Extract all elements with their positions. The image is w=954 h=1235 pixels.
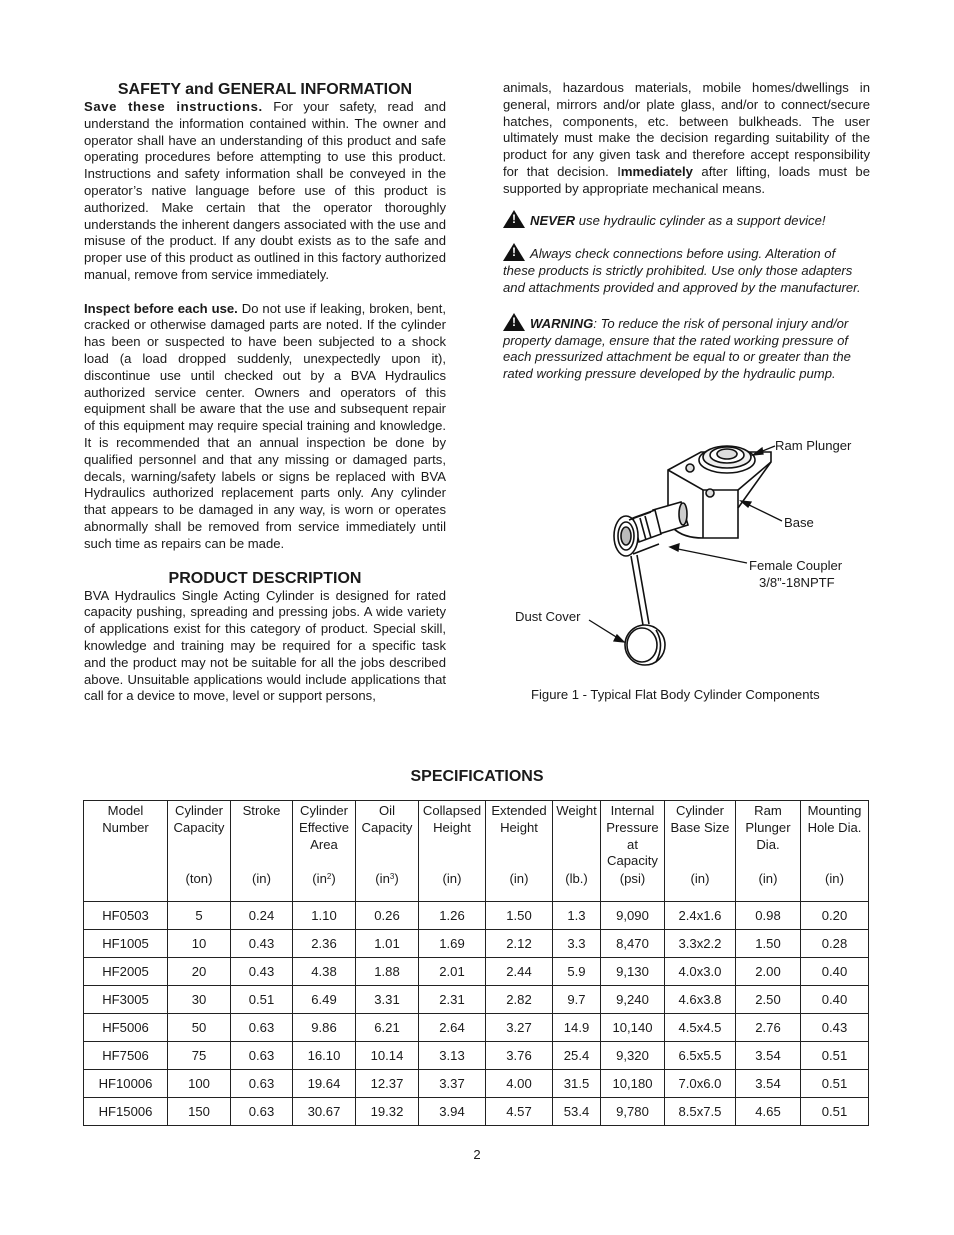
table-cell: 3.27	[486, 1014, 553, 1042]
warning-connections	[503, 243, 870, 296]
table-cell: HF10006	[84, 1070, 168, 1098]
table-cell: 2.31	[419, 986, 486, 1014]
warning-never-text: use hydraulic cylinder as a support device!	[575, 212, 826, 228]
table-cell: 0.24	[231, 902, 293, 930]
table-cell: 9,320	[601, 1042, 665, 1070]
table-cell: 3.37	[419, 1070, 486, 1098]
column-header	[801, 801, 869, 902]
save-instructions-text: For your safety, read and understand the information contained within. The owner and operator shall have an understanding of this product and safe operating procedures before attempting to use this product. Instructions and safety information shall be conveyed in the operator’s native language before use of this product is authorized. Make certain that the operator thoroughly understands the inherent dangers associated with the use and misuse of the product. If any doubt exists as to the safe and proper use of this product as outlined in this factory authorized manual, remove from service immediately.	[84, 99, 446, 282]
left-column	[84, 80, 446, 705]
table-cell: 4.00	[486, 1070, 553, 1098]
table-cell: 3.13	[419, 1042, 486, 1070]
warning-pressure-bold: WARNING	[530, 315, 594, 331]
product-paragraph: BVA Hydraulics Single Acting Cylinder is designed for rated capacity pushing, spreading and pressing jobs. A wide variety of applications exist for this category of product. Special skill, knowledge and training may be required for a specific task and the product may not be suitable for all the jobs described above. Unsuitable applications would include applications that call for a device to move, level or support persons,	[84, 587, 446, 704]
table-cell: 3.76	[486, 1042, 553, 1070]
table-cell: 4.57	[486, 1098, 553, 1126]
table-cell: 16.10	[293, 1042, 356, 1070]
product-paragraph-continued	[503, 80, 870, 198]
table-cell: 0.20	[801, 902, 869, 930]
table-body	[84, 902, 869, 1126]
table-cell: 14.9	[553, 1014, 601, 1042]
table-cell: 0.40	[801, 958, 869, 986]
table-cell: 10,180	[601, 1070, 665, 1098]
right-column	[503, 80, 870, 383]
table-cell: 0.28	[801, 930, 869, 958]
warning-pressure	[503, 313, 870, 383]
table-cell: 5	[168, 902, 231, 930]
table-cell: 0.51	[801, 1070, 869, 1098]
table-cell: 100	[168, 1070, 231, 1098]
table-cell: 0.51	[231, 986, 293, 1014]
table-cell: HF15006	[84, 1098, 168, 1126]
warning-triangle-icon	[503, 243, 525, 261]
column-header	[601, 801, 665, 902]
column-header-unit: $(in^2)$	[312, 871, 336, 886]
inspect-text: Do not use if leaking, broken, bent, cracked or otherwise damaged parts are noted. If the cylinder has been or suspected to have been subjected to a shock load (a load dropped suddenly, unexpectedly upon it), discontinue use until checked out by a BVA Hydraulics authorized service center. Owners and operators of this equipment shall be aware that the use and subsequent repair of this equipment may require special training and knowledge. It is recommended that an annual inspection be done by qualified personnel and that any missing or damaged parts, decals, warning/safety labels or signs be replaced with BVA Hydraulics authorized replacement parts only. Any cylinder that appears to be damaged in any way, is worn or operates abnormally shall be removed from service immediately until such time as repairs can be made.	[84, 300, 446, 551]
warning-connections-text: Always check connections before using. Alteration of these products is strictly prohibited. Use only those adapters and attachments provided and approved by the manufacturer.	[503, 246, 861, 295]
table-cell: 1.69	[419, 930, 486, 958]
column-header-name: Stroke	[242, 803, 281, 818]
table-cell: 0.63	[231, 1042, 293, 1070]
table-cell: 2.44	[486, 958, 553, 986]
column-header-unit: (in)	[509, 871, 529, 886]
inspect-paragraph	[84, 301, 446, 553]
table-cell: 0.63	[231, 1098, 293, 1126]
table-cell: 1.88	[356, 958, 419, 986]
table-cell: 5.9	[553, 958, 601, 986]
table-cell: 2.64	[419, 1014, 486, 1042]
table-cell: 9,240	[601, 986, 665, 1014]
table-row	[84, 1070, 869, 1098]
table-cell: 2.01	[419, 958, 486, 986]
table-cell: 4.5x4.5	[665, 1014, 736, 1042]
table-cell: 75	[168, 1042, 231, 1070]
column-header-unit: (ton)	[185, 871, 213, 886]
table-cell: HF0503	[84, 902, 168, 930]
table-cell: 6.21	[356, 1014, 419, 1042]
column-header-name: Cylinder Effective Area	[299, 803, 349, 852]
column-header	[231, 801, 293, 902]
warning-never-bold: NEVER	[530, 212, 576, 228]
table-cell: 2.76	[736, 1014, 801, 1042]
table-cell: 12.37	[356, 1070, 419, 1098]
column-header-unit: (psi)	[619, 871, 646, 886]
table-cell: 9,130	[601, 958, 665, 986]
column-header	[293, 801, 356, 902]
table-cell: 10	[168, 930, 231, 958]
table-cell: 30	[168, 986, 231, 1014]
table-row	[84, 1098, 869, 1126]
specifications-title: SPECIFICATIONS	[410, 768, 544, 785]
table-cell: 9,780	[601, 1098, 665, 1126]
table-cell: 19.32	[356, 1098, 419, 1126]
warning-triangle-icon	[503, 210, 525, 228]
table-cell: 31.5	[553, 1070, 601, 1098]
table-row	[84, 1014, 869, 1042]
table-cell: 10.14	[356, 1042, 419, 1070]
table-cell: 8,470	[601, 930, 665, 958]
column-header	[419, 801, 486, 902]
table-cell: 1.50	[486, 902, 553, 930]
column-header-unit: (in)	[758, 871, 778, 886]
table-cell: 9.86	[293, 1014, 356, 1042]
continued-bold: mmediately	[620, 163, 693, 179]
column-header-unit: (in)	[825, 871, 844, 886]
column-header-name: Cylinder Base Size	[670, 803, 730, 835]
table-cell: 25.4	[553, 1042, 601, 1070]
specifications-table	[83, 800, 869, 1126]
table-cell: 9.7	[553, 986, 601, 1014]
table-cell: 2.36	[293, 930, 356, 958]
continued-text-a: animals, hazardous materials, mobile homes/dwellings in general, mirrors and/or plate glass, and/or to connect/secure hatches, components, etc. between bulkheads. The user ultimately must make the decision regarding suitability of the product for any given task and therefore accept responsibility for that decision. I	[503, 80, 870, 179]
product-heading: PRODUCT DESCRIPTION	[168, 569, 362, 587]
table-cell: 3.94	[419, 1098, 486, 1126]
table-cell: 0.43	[231, 930, 293, 958]
table-row	[84, 958, 869, 986]
table-cell: 6.49	[293, 986, 356, 1014]
table-cell: 20	[168, 958, 231, 986]
table-cell: 2.12	[486, 930, 553, 958]
table-cell: 0.51	[801, 1042, 869, 1070]
label-female-coupler: Female Coupler	[749, 558, 843, 573]
column-header-name: Oil Capacity	[361, 803, 413, 835]
table-cell: 2.50	[736, 986, 801, 1014]
table-cell: 6.5x5.5	[665, 1042, 736, 1070]
table-cell: 0.51	[801, 1098, 869, 1126]
column-header-unit: (in)	[442, 871, 462, 886]
table-row	[84, 1042, 869, 1070]
table-cell: 0.26	[356, 902, 419, 930]
table-cell: 53.4	[553, 1098, 601, 1126]
column-header-name: Model Number	[102, 803, 149, 835]
table-cell: 2.00	[736, 958, 801, 986]
column-header	[665, 801, 736, 902]
table-cell: 4.0x3.0	[665, 958, 736, 986]
table-cell: 2.82	[486, 986, 553, 1014]
table-cell: 1.26	[419, 902, 486, 930]
table-cell: 4.6x3.8	[665, 986, 736, 1014]
column-header-unit: (in)	[252, 871, 271, 886]
table-cell: 0.43	[801, 1014, 869, 1042]
table-cell: 3.54	[736, 1070, 801, 1098]
table-cell: 50	[168, 1014, 231, 1042]
table-cell: 3.54	[736, 1042, 801, 1070]
table-cell: HF2005	[84, 958, 168, 986]
table-cell: 7.0x6.0	[665, 1070, 736, 1098]
safety-heading: SAFETY and GENERAL INFORMATION	[117, 81, 413, 98]
column-header-name: Extended Height	[491, 803, 547, 835]
table-cell: 2.4x1.6	[665, 902, 736, 930]
table-cell: 1.01	[356, 930, 419, 958]
table-cell: 10,140	[601, 1014, 665, 1042]
label-ram-plunger: Ram Plunger	[775, 438, 852, 453]
figure-caption: Figure 1 - Typical Flat Body Cylinder Components	[531, 687, 820, 702]
table-cell: 1.3	[553, 902, 601, 930]
label-coupler-size: 3/8”-18NPTF	[759, 575, 835, 590]
column-header	[486, 801, 553, 902]
table-cell: 0.63	[231, 1070, 293, 1098]
column-header-name: Internal Pressure at Capacity	[606, 803, 659, 869]
table-cell: 3.3x2.2	[665, 930, 736, 958]
table-row	[84, 986, 869, 1014]
table-cell: 4.38	[293, 958, 356, 986]
column-header-unit: (lb.)	[565, 871, 588, 886]
table-cell: HF3005	[84, 986, 168, 1014]
column-header-unit: (in)	[690, 871, 710, 886]
column-header	[553, 801, 601, 902]
table-cell: 0.43	[231, 958, 293, 986]
column-header	[84, 801, 168, 902]
warning-pressure-text: : To reduce the risk of personal injury and/or property damage, ensure that the rated working pressure of each pressurized attachment be equal to or greater than the rated working pressure developed by the hydraulic pump.	[503, 315, 851, 382]
table-cell: 4.65	[736, 1098, 801, 1126]
table-cell: HF7506	[84, 1042, 168, 1070]
table-cell: 3.31	[356, 986, 419, 1014]
warning-never	[503, 210, 870, 230]
column-header-name: Weight	[556, 803, 597, 818]
table-cell: 0.40	[801, 986, 869, 1014]
column-header	[356, 801, 419, 902]
table-cell: HF5006	[84, 1014, 168, 1042]
table-cell: 3.3	[553, 930, 601, 958]
table-cell: 0.63	[231, 1014, 293, 1042]
table-cell: 8.5x7.5	[665, 1098, 736, 1126]
table-cell: HF1005	[84, 930, 168, 958]
column-header-name: Collapsed Height	[422, 803, 482, 835]
inspect-lead: Inspect before each use.	[84, 300, 238, 316]
table-cell: 1.10	[293, 902, 356, 930]
table-cell: 1.50	[736, 930, 801, 958]
table-header-row	[84, 801, 869, 902]
column-header-name: Cylinder Capacity	[173, 803, 225, 835]
table-cell: 0.98	[736, 902, 801, 930]
table-cell: 30.67	[293, 1098, 356, 1126]
table-cell: 19.64	[293, 1070, 356, 1098]
label-dust-cover: Dust Cover	[515, 609, 581, 624]
column-header	[736, 801, 801, 902]
safety-paragraph	[84, 99, 446, 284]
column-header-name: Mounting Hole Dia.	[807, 803, 862, 835]
table-row	[84, 902, 869, 930]
label-base: Base	[784, 515, 814, 530]
warning-triangle-icon	[503, 313, 525, 331]
table-cell: 9,090	[601, 902, 665, 930]
column-header-name: Ram Plunger Dia.	[745, 803, 791, 852]
column-header-unit: $(in^3)$	[375, 871, 399, 886]
cylinder-figure	[503, 430, 883, 720]
continued-text-b: after lifting, loads must be supported by appropriate mechanical means.	[503, 163, 870, 196]
table-cell: 150	[168, 1098, 231, 1126]
page-number: 2	[473, 1147, 481, 1162]
table-row	[84, 930, 869, 958]
save-instructions-lead: Save these instructions.	[84, 99, 263, 114]
column-header	[168, 801, 231, 902]
